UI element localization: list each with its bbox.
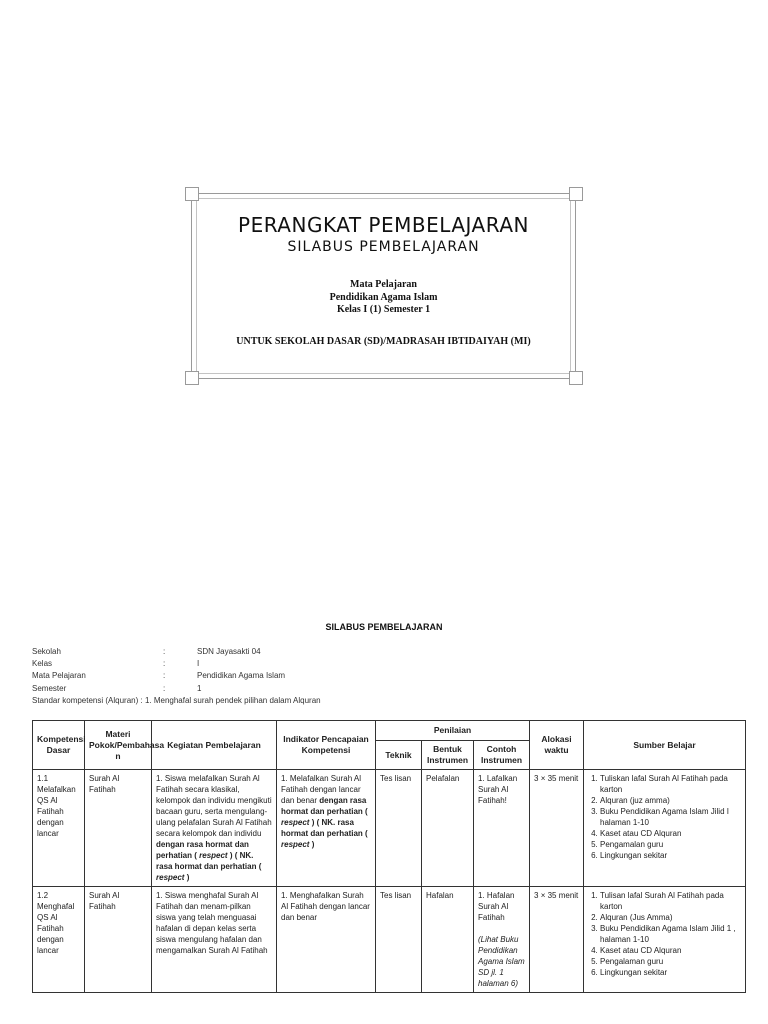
cover-kelas-semester: Kelas I (1) Semester 1 bbox=[336, 304, 431, 315]
header-teknik: Teknik bbox=[376, 741, 422, 770]
list-item: 3. Buku Pendidikan Agama Islam Jilid 1 , halaman 1-10 bbox=[600, 923, 741, 945]
cell-teknik: Tes lisan bbox=[376, 887, 422, 993]
cell-materi: Surah Al Fatihah bbox=[85, 770, 152, 887]
indikator-italic: respect bbox=[281, 840, 312, 849]
meta-value: 1 bbox=[197, 683, 202, 693]
cell-bentuk: Hafalan bbox=[422, 887, 474, 993]
table-header-row bbox=[33, 721, 746, 741]
meta-key: Sekolah bbox=[32, 647, 61, 656]
kegiatan-bold: dengan rasa hormat dan perhatian ( bbox=[156, 840, 249, 860]
list-item: 4. Kaset atau CD Alquran bbox=[600, 828, 741, 839]
meta-block bbox=[32, 647, 321, 708]
cell-kd: 1.1 Melafalkan QS Al Fatihah dengan lancar bbox=[33, 770, 85, 887]
meta-key: Semester bbox=[32, 683, 67, 693]
meta-key: Mata Pelajaran bbox=[32, 671, 86, 681]
meta-row-mapel bbox=[32, 671, 321, 683]
meta-row-kelas bbox=[32, 659, 321, 671]
indikator-bold: ) ( NK. rasa hormat dan perhatian ( bbox=[281, 818, 368, 838]
standar-kompetensi: Standar kompetensi (Alquran) : 1. Menghafal surah pendek pilihan dalam Alquran bbox=[32, 695, 321, 705]
syllabus-table bbox=[32, 720, 746, 993]
list-item: 4. Kaset atau CD Alquran bbox=[600, 945, 741, 956]
list-item: 3. Buku Pendidikan Agama Islam Jilid I halaman 1-10 bbox=[600, 806, 741, 828]
indikator-bold: dengan rasa hormat dan perhatian ( bbox=[281, 796, 368, 816]
sumber-list bbox=[588, 890, 741, 978]
cover-subtitle: SILABUS PEMBELAJARAN bbox=[287, 239, 480, 255]
contoh-text: 1. Hafalan Surah Al Fatihah bbox=[478, 891, 515, 922]
cell-kegiatan: 1. Siswa menghafal Surah Al Fatihah dan menam-pilkan siswa yang telah menguasai hafalan di depan kelas serta siswa mengulang hafalan dan mengamalkan Surah Al Fatihah bbox=[152, 887, 277, 993]
cover-course-info bbox=[196, 279, 571, 317]
meta-value: Pendidikan Agama Islam bbox=[197, 671, 286, 681]
cell-contoh: 1. Lafalkan Surah Al Fatihah! bbox=[474, 770, 530, 887]
header-materi: Materi Pokok/Pembahasa n bbox=[85, 721, 152, 770]
table-row bbox=[33, 770, 746, 887]
indikator-bold: ) bbox=[311, 840, 315, 849]
header-sumber: Sumber Belajar bbox=[584, 721, 746, 770]
kegiatan-italic: respect bbox=[156, 873, 187, 882]
kegiatan-italic: respect bbox=[196, 851, 230, 860]
cell-contoh bbox=[474, 887, 530, 993]
meta-sep: : bbox=[163, 671, 166, 681]
list-item: 5. Pengalaman guru bbox=[600, 956, 741, 967]
cell-alokasi: 3 × 35 menit bbox=[530, 887, 584, 993]
meta-row-semester bbox=[32, 684, 321, 696]
cell-indikator bbox=[277, 770, 376, 887]
cover-corner-bl bbox=[185, 371, 199, 385]
list-item: 2. Alquran (juz amma) bbox=[600, 795, 741, 806]
cell-materi: Surah Al Fatihah bbox=[85, 887, 152, 993]
header-contoh: Contoh Instrumen bbox=[474, 741, 530, 770]
silabus-title: SILABUS PEMBELAJARAN bbox=[325, 622, 443, 632]
header-alokasi: Alokasi waktu bbox=[530, 721, 584, 770]
cell-indikator: 1. Menghafalkan Surah Al Fatihah dengan lancar dan benar bbox=[277, 887, 376, 993]
sumber-list bbox=[588, 773, 741, 861]
cell-alokasi: 3 × 35 menit bbox=[530, 770, 584, 887]
meta-sep: : bbox=[163, 647, 166, 656]
meta-key: Kelas bbox=[32, 659, 53, 669]
header-bentuk: Bentuk Instrumen bbox=[422, 741, 474, 770]
list-item: 6. Lingkungan sekitar bbox=[600, 967, 741, 978]
meta-value: I bbox=[197, 659, 200, 669]
meta-sep: : bbox=[163, 659, 166, 669]
meta-sep: : bbox=[163, 683, 166, 693]
kegiatan-bold: ) bbox=[186, 873, 190, 882]
header-penilaian: Penilaian bbox=[376, 721, 530, 741]
cell-sumber bbox=[584, 770, 746, 887]
header-kegiatan: Kegiatan Pembelajaran bbox=[152, 721, 277, 770]
kegiatan-bold: ) ( NK. rasa hormat dan perhatian ( bbox=[156, 851, 262, 871]
header-kd: Kompetensi Dasar bbox=[33, 721, 85, 770]
meta-value: SDN Jayasakti 04 bbox=[197, 647, 261, 656]
cell-sumber bbox=[584, 887, 746, 993]
cover-mapel-value: Pendidikan Agama Islam bbox=[329, 291, 438, 303]
list-item: 6. Lingkungan sekitar bbox=[600, 850, 741, 861]
list-item: 1. Tulisan lafal Surah Al Fatihah pada karton bbox=[600, 890, 741, 912]
list-item: 2. Alquran (Jus Amma) bbox=[600, 912, 741, 923]
cover-corner-tl bbox=[185, 187, 199, 201]
cover-untuk: UNTUK SEKOLAH DASAR (SD)/MADRASAH IBTIDAIYAH (MI) bbox=[236, 336, 531, 347]
cover-mapel-label: Mata Pelajaran bbox=[350, 279, 417, 290]
cell-bentuk: Pelafalan bbox=[422, 770, 474, 887]
meta-row-sekolah bbox=[32, 647, 321, 659]
kegiatan-text: 1. Siswa melafalkan Surah Al Fatihah secara klasikal, kelompok dan individu mengikuti bacaan guru, serta mengulang-ulang pelafalan Surah Al Fatihah secara kelompok dan individu bbox=[156, 774, 272, 838]
cover-corner-tr bbox=[569, 187, 583, 201]
indikator-text: 1. Melafalkan Surah Al Fatihah dengan lancar dan benar bbox=[281, 774, 362, 805]
cover-title: PERANGKAT PEMBELAJARAN bbox=[238, 213, 529, 237]
contoh-reference: (Lihat Buku Pendidikan Agama Islam SD jl. 1 halaman 6) bbox=[478, 935, 525, 988]
cell-teknik: Tes lisan bbox=[376, 770, 422, 887]
cell-kegiatan bbox=[152, 770, 277, 887]
header-indikator: Indikator Pencapaian Kompetensi bbox=[277, 721, 376, 770]
table-row bbox=[33, 887, 746, 993]
list-item: 1. Tuliskan lafal Surah Al Fatihah pada karton bbox=[600, 773, 741, 795]
list-item: 5. Pengamalan guru bbox=[600, 839, 741, 850]
cover-corner-br bbox=[569, 371, 583, 385]
cell-kd: 1.2 Menghafal QS Al Fatihah dengan lancar bbox=[33, 887, 85, 993]
indikator-italic: respect bbox=[281, 818, 312, 827]
